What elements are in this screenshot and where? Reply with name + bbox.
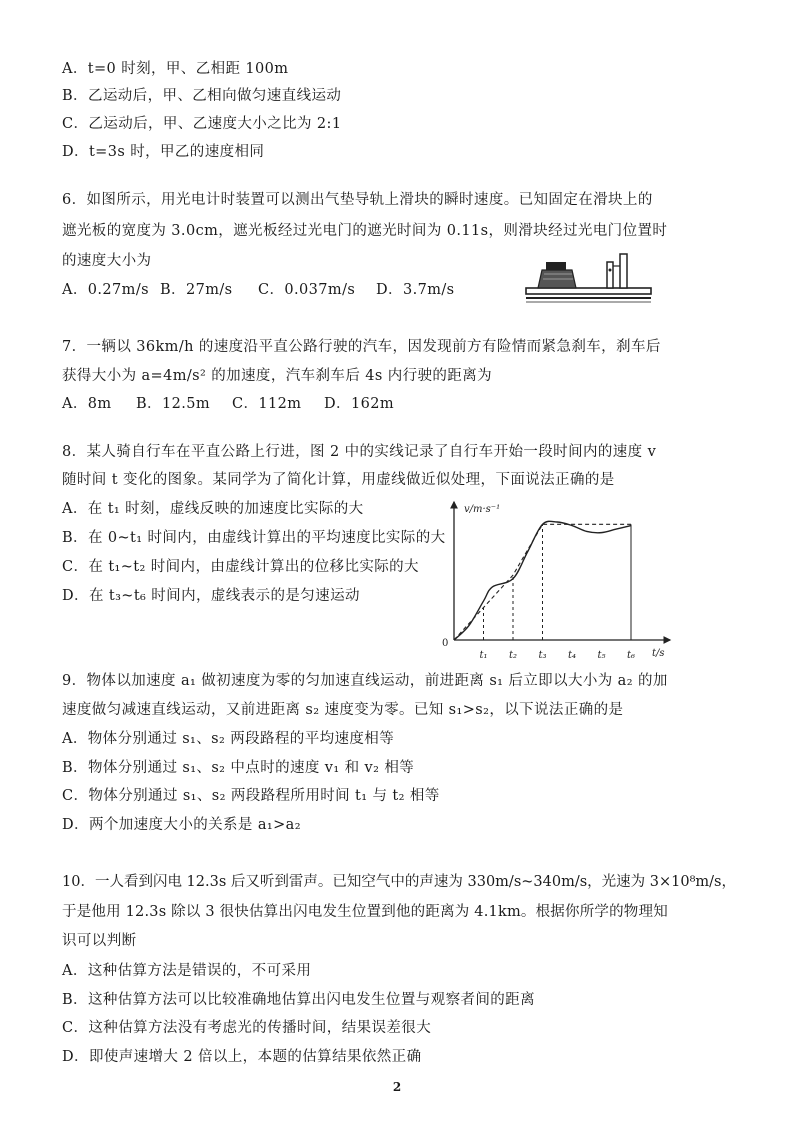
actual-velocity-curve [454, 521, 631, 640]
q5-option-d: D．t=3s 时，甲乙的速度相同 [62, 144, 265, 160]
q7-stem-line-2: 获得大小为 a=4m/s² 的加速度，汽车刹车后 4s 内行驶的距离为 [62, 368, 493, 384]
q7-options: A．8m B．12.5m C．112m D．162m [62, 396, 394, 412]
q9-number: 9． [62, 673, 87, 689]
q10-option-c: C．这种估算方法没有考虑光的传播时间，结果误差很大 [62, 1020, 432, 1036]
q10-number: 10． [62, 874, 95, 890]
x-tick-label: t₄ [568, 650, 577, 661]
q10-option-a: A．这种估算方法是错误的，不可采用 [62, 963, 312, 979]
q8-option-a: A．在 t₁ 时刻，虚线反映的加速度比实际的大 [62, 501, 364, 517]
q9-option-b: B．物体分别通过 s₁、s₂ 中点时的速度 v₁ 和 v₂ 相等 [62, 760, 415, 776]
q5-option-c: C．乙运动后，甲、乙速度大小之比为 2:1 [62, 116, 342, 132]
velocity-time-chart [430, 496, 674, 664]
q10-stem-line-2: 于是他用 12.3s 除以 3 很快估算出闪电发生位置到他的距离为 4.1km。根据你所学的物理知 [62, 904, 668, 920]
x-axis-label: t/s [652, 648, 665, 659]
q9-stem-line-2: 速度做匀减速直线运动，又前进距离 s₂ 速度变为零。已知 s₁>s₂，以下说法正确的是 [62, 702, 624, 718]
q8-option-c: C．在 t₁~t₂ 时间内，由虚线计算出的位移比实际的大 [62, 559, 419, 575]
q9-stem-line-1: 9．物体以加速度 a₁ 做初速度为零的匀加速直线运动，前进距离 s₁ 后立即以大小为 a₂ 的加 [62, 673, 668, 689]
q9-option-c: C．物体分别通过 s₁、s₂ 两段路程所用时间 t₁ 与 t₂ 相等 [62, 788, 440, 804]
q8-option-d: D．在 t₃~t₆ 时间内，虚线表示的是匀速运动 [62, 588, 360, 604]
x-tick-label: t₃ [538, 650, 547, 661]
q10-stem-line-1: 10．一人看到闪电 12.3s 后又听到雷声。已知空气中的声速为 330m/s~340m/s，光速为 3×10⁸m/s， [62, 874, 736, 890]
q5-option-b: B．乙运动后，甲、乙相向做匀速直线运动 [62, 88, 342, 104]
q8-option-b: B．在 0~t₁ 时间内，由虚线计算出的平均速度比实际的大 [62, 530, 446, 546]
q10-option-d: D．即使声速增大 2 倍以上，本题的估算结果依然正确 [62, 1049, 422, 1065]
q5-option-a: A．t=0 时刻，甲、乙相距 100m [62, 61, 289, 77]
page-number: 2 [392, 1080, 402, 1094]
x-tick-label: t₆ [627, 650, 636, 661]
q6-options: A．0.27m/s B．27m/s C．0.037m/s D．3.7m/s [62, 282, 455, 298]
q6-stem-line-1: 6．如图所示，用光电计时装置可以测出气垫导轨上滑块的瞬时速度。已知固定在滑块上的 [62, 192, 653, 208]
origin-label: 0 [442, 638, 449, 649]
q8-stem-line-2: 随时间 t 变化的图象。某同学为了简化计算，用虚线做近似处理，下面说法正确的是 [62, 472, 615, 488]
air-track-figure [524, 240, 654, 310]
x-tick-label: t₂ [509, 650, 518, 661]
q8-number: 8． [62, 444, 87, 460]
q10-option-b: B．这种估算方法可以比较准确地估算出闪电发生位置与观察者间的距离 [62, 992, 535, 1008]
q6-number: 6． [62, 192, 87, 208]
q6-stem-line-2: 遮光板的宽度为 3.0cm，遮光板经过光电门的遮光时间为 0.11s，则滑块经过光电门位置时 [62, 223, 668, 239]
q6-stem-line-3: 的速度大小为 [62, 253, 152, 269]
q8-stem-line-1: 8．某人骑自行车在平直公路上行进，图 2 中的实线记录了自行车开始一段时间内的速度 v [62, 444, 657, 460]
q9-option-d: D．两个加速度大小的关系是 a₁>a₂ [62, 817, 301, 833]
x-tick-label: t₁ [479, 650, 488, 661]
q7-number: 7． [62, 339, 87, 355]
q10-stem-line-3: 识可以判断 [62, 933, 137, 949]
q9-option-a: A．物体分别通过 s₁、s₂ 两段路程的平均速度相等 [62, 731, 395, 747]
q7-stem-line-1: 7．一辆以 36km/h 的速度沿平直公路行驶的汽车，因发现前方有险情而紧急刹车，刹车后 [62, 339, 661, 355]
y-axis-label: v/m·s⁻¹ [464, 504, 501, 515]
x-tick-label: t₅ [597, 650, 606, 661]
